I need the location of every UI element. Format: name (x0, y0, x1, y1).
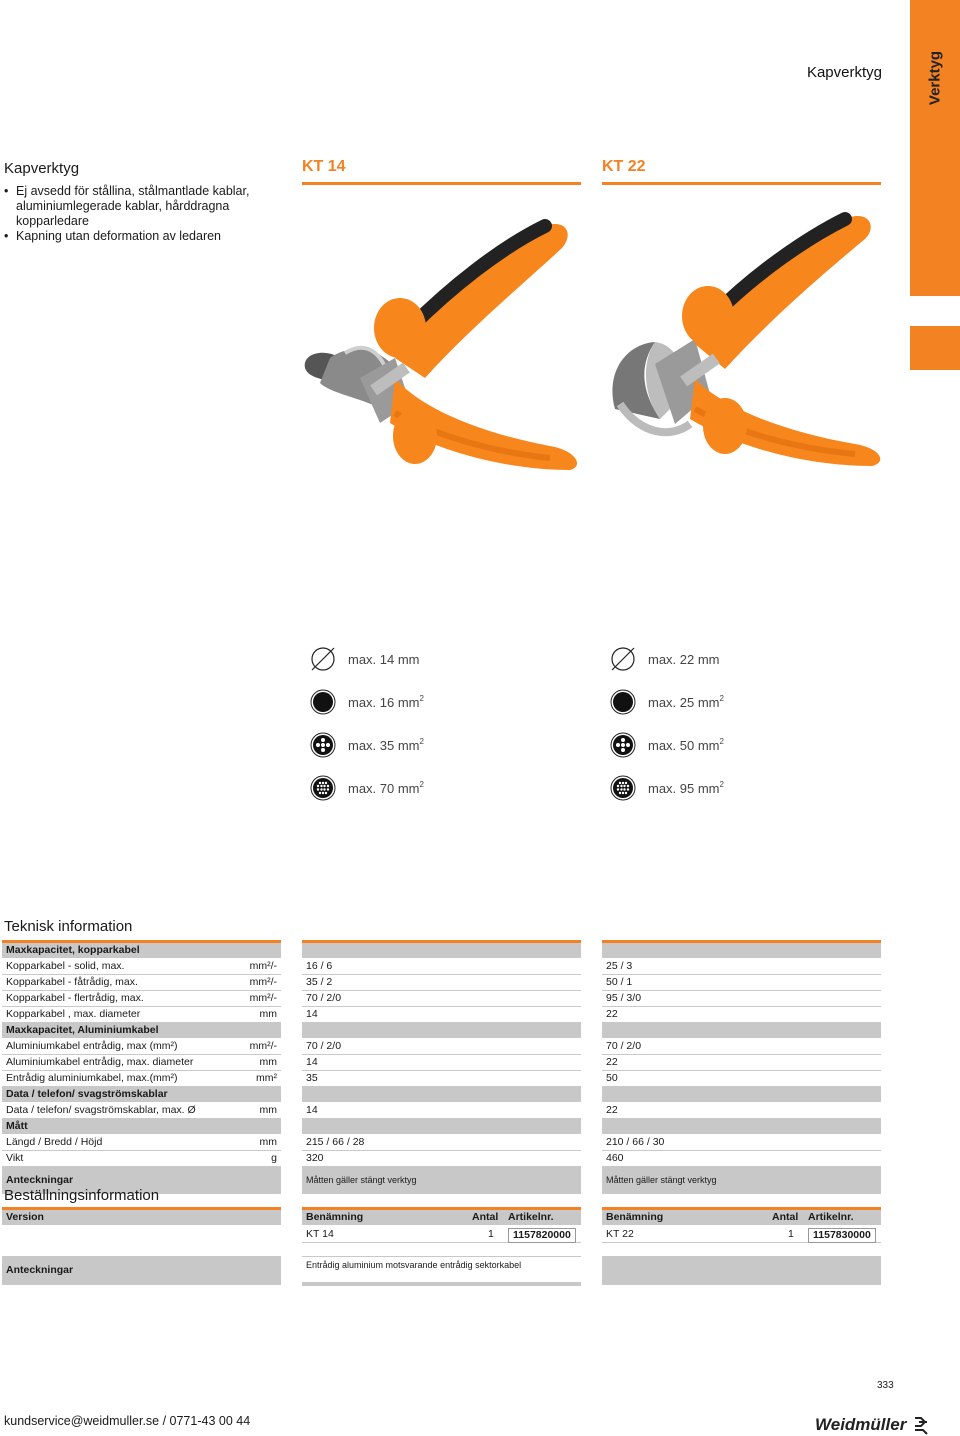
capacity-text: max. 16 $mm^2$ (348, 693, 424, 710)
order-table-kt22 (602, 1207, 881, 1243)
tech-value-cell: 70 / 2/0 (302, 991, 581, 1007)
capacity-row (610, 731, 724, 759)
tech-group-spacer (302, 1087, 581, 1103)
tech-unit: mm²/- (249, 976, 277, 988)
tech-row-label (2, 1071, 281, 1087)
tech-notes-label: Anteckningar (2, 1167, 281, 1194)
tech-value-cell: 16 / 6 (302, 959, 581, 975)
order-row (302, 1227, 581, 1243)
tech-group-header (2, 1087, 281, 1103)
intro-bullet-list (4, 184, 294, 244)
page-number: 333 (877, 1380, 894, 1391)
solid-conductor-icon (610, 689, 636, 715)
capacity-text: max. 25 $mm^2$ (648, 693, 724, 710)
order-qty: 1 (788, 1228, 794, 1240)
order-notes-label-block (2, 1256, 281, 1285)
capacity-text: max. 95 $mm^2$ (648, 779, 724, 796)
order-name: KT 14 (306, 1228, 334, 1240)
tech-unit: mm²/- (249, 992, 277, 1004)
tech-group-spacer (302, 1119, 581, 1135)
tech-value-cell: 25 / 3 (602, 959, 881, 975)
tech-group-spacer (602, 1023, 881, 1039)
tech-table-kt14 (302, 940, 581, 1194)
capacity-text: max. 22 mm (648, 651, 720, 667)
order-notes-kt22 (602, 1256, 881, 1285)
tech-label-text: Data / telefon/ svagströmskablar (6, 1088, 168, 1100)
tech-value-cell: 95 / 3/0 (602, 991, 881, 1007)
tech-notes-text: Måtten gäller stängt verktyg (302, 1167, 581, 1194)
order-row (602, 1227, 881, 1243)
tech-unit: mm (259, 1056, 277, 1068)
footer-contact: kundservice@weidmuller.se / 0771-43 00 44 (4, 1414, 251, 1428)
tech-unit: mm²/- (249, 960, 277, 972)
capacity-row (310, 645, 424, 673)
capacity-row (610, 688, 724, 716)
side-tab-label: Verktyg (926, 50, 944, 106)
tech-group-spacer (602, 1119, 881, 1135)
capacity-row (610, 645, 724, 673)
tech-value-cell: 14 (302, 1007, 581, 1023)
diameter-icon (610, 646, 636, 672)
order-header-row (602, 1210, 881, 1225)
tech-value-cell: 22 (602, 1007, 881, 1023)
tech-group-spacer (302, 943, 581, 959)
order-notes-text: Entrådig aluminium motsvarande entrådig sektorkabel (306, 1260, 522, 1270)
order-info-title: Beställningsinformation (4, 1187, 160, 1204)
page-header-title: Kapverktyg (806, 64, 882, 81)
intro-bullet: • Ej avsedd för stållina, stålmantlade kablar, aluminiumlegerade kablar, hårddragna kopparledare (4, 184, 294, 229)
tech-label-text: Kopparkabel - fåtrådig, max. (6, 976, 138, 988)
order-table-kt14 (302, 1207, 581, 1243)
tech-unit: g (271, 1152, 277, 1164)
fine-stranded-conductor-icon (310, 775, 336, 801)
tech-label-text: Kopparkabel , max. diameter (6, 1008, 141, 1020)
tech-group-spacer (302, 1023, 581, 1039)
tech-unit: mm² (256, 1072, 277, 1084)
tech-label-text: Kopparkabel - flertrådig, max. (6, 992, 144, 1004)
col-art-header: Artikelnr. (508, 1211, 554, 1223)
capacity-row (610, 774, 724, 802)
tech-row-label (2, 1039, 281, 1055)
tech-value-cell: 22 (602, 1055, 881, 1071)
order-article-number[interactable]: 1157830000 (808, 1228, 876, 1243)
tech-row-label (2, 1103, 281, 1119)
tech-unit: mm (259, 1104, 277, 1116)
tech-row-label (2, 975, 281, 991)
cable-cutter-kt14-image (300, 208, 590, 508)
tech-value-cell: 70 / 2/0 (302, 1039, 581, 1055)
tech-value-cell: 70 / 2/0 (602, 1039, 881, 1055)
tech-label-text: Kopparkabel - solid, max. (6, 960, 125, 972)
svg-text:Weidmüller: Weidmüller (815, 1415, 907, 1434)
product-heading-kt14: KT 14 (302, 158, 581, 185)
tech-value-cell: 14 (302, 1103, 581, 1119)
stranded-conductor-icon (610, 732, 636, 758)
order-header-row (302, 1210, 581, 1225)
col-name-header: Benämning (306, 1211, 364, 1223)
order-version-label: Version (2, 1210, 281, 1225)
tech-info-title: Teknisk information (4, 918, 133, 935)
capacity-row (310, 688, 424, 716)
tech-row-label (2, 1135, 281, 1151)
fine-stranded-conductor-icon (610, 775, 636, 801)
col-name-header: Benämning (606, 1211, 664, 1223)
tech-group-spacer (602, 1087, 881, 1103)
tech-value-cell: 50 (602, 1071, 881, 1087)
tech-value-cell: 50 / 1 (602, 975, 881, 991)
tech-label-text: Data / telefon/ svagströmskablar, max. Ø (6, 1104, 196, 1116)
tech-value-cell: 210 / 66 / 30 (602, 1135, 881, 1151)
tech-label-text: Vikt (6, 1152, 24, 1164)
capacity-text: max. 70 $mm^2$ (348, 779, 424, 796)
capacity-text: max. 50 $mm^2$ (648, 736, 724, 753)
col-qty-header: Antal (772, 1211, 799, 1223)
tech-row-label (2, 1007, 281, 1023)
order-article-number[interactable]: 1157820000 (508, 1228, 576, 1243)
tech-label-text: Maxkapacitet, kopparkabel (6, 944, 140, 956)
tech-value-cell: 22 (602, 1103, 881, 1119)
tech-table-labels (2, 940, 281, 1194)
tech-value-cell: 460 (602, 1151, 881, 1167)
cable-cutter-kt22-image (600, 204, 890, 504)
tech-value-cell: 320 (302, 1151, 581, 1167)
tech-row-label (2, 1151, 281, 1167)
intro-bullet: • Kapning utan deformation av ledaren (4, 229, 294, 244)
order-name: KT 22 (606, 1228, 634, 1240)
capacity-text: max. 14 mm (348, 651, 420, 667)
product-heading-kt22: KT 22 (602, 158, 881, 185)
tech-group-header (2, 1119, 281, 1135)
tech-notes-text: Måtten gäller stängt verktyg (602, 1167, 881, 1194)
tech-label-text: Längd / Bredd / Höjd (6, 1136, 103, 1148)
solid-conductor-icon (310, 689, 336, 715)
stranded-conductor-icon (310, 732, 336, 758)
tech-unit: mm²/- (249, 1040, 277, 1052)
tech-group-header (2, 943, 281, 959)
order-notes-label: Anteckningar (6, 1264, 74, 1276)
capacity-row (310, 774, 424, 802)
tech-group-spacer (602, 943, 881, 959)
tech-label-text: Aluminiumkabel entrådig, max. diameter (6, 1056, 194, 1068)
col-art-header: Artikelnr. (808, 1211, 854, 1223)
col-qty-header: Antal (472, 1211, 499, 1223)
tech-label-text: Entrådig aluminiumkabel, max.(mm²) (6, 1072, 178, 1084)
tech-table-kt22 (602, 940, 881, 1194)
capacity-text: max. 35 $mm^2$ (348, 736, 424, 753)
weidmuller-logo (815, 1412, 930, 1436)
order-notes-kt14 (302, 1256, 581, 1286)
intro-title: Kapverktyg (4, 160, 80, 177)
tech-row-label (2, 1055, 281, 1071)
side-tab-marker (910, 326, 960, 370)
capacity-row (310, 731, 424, 759)
order-version-column (2, 1207, 281, 1225)
tech-row-label (2, 991, 281, 1007)
tech-row-label (2, 959, 281, 975)
tech-value-cell: 14 (302, 1055, 581, 1071)
tech-label-text: Aluminiumkabel entrådig, max (mm²) (6, 1040, 178, 1052)
tech-unit: mm (259, 1008, 277, 1020)
tech-value-cell: 215 / 66 / 28 (302, 1135, 581, 1151)
tech-value-cell: 35 (302, 1071, 581, 1087)
diameter-icon (310, 646, 336, 672)
tech-value-cell: 35 / 2 (302, 975, 581, 991)
tech-group-header (2, 1023, 281, 1039)
tech-label-text: Mått (6, 1120, 28, 1132)
order-qty: 1 (488, 1228, 494, 1240)
capacity-list-kt22 (610, 645, 724, 802)
capacity-list-kt14 (310, 645, 424, 802)
tech-label-text: Maxkapacitet, Aluminiumkabel (6, 1024, 159, 1036)
tech-unit: mm (259, 1136, 277, 1148)
